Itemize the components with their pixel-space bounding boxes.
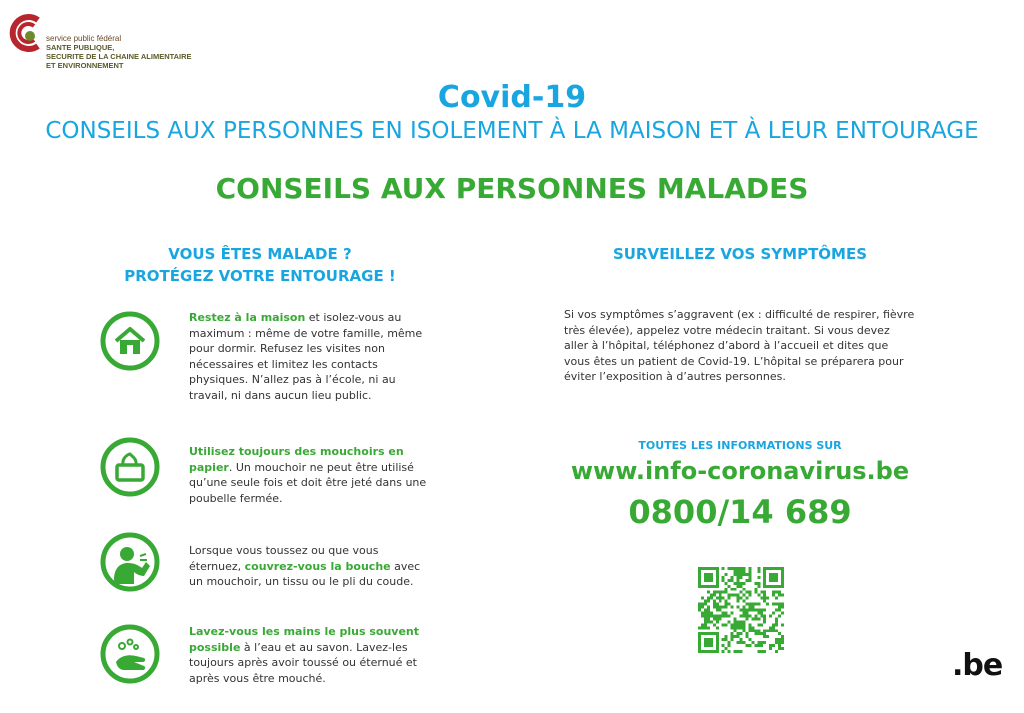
left-heading-line-2: PROTÉGEZ VOTRE ENTOURAGE ! <box>124 267 396 285</box>
advice-stay-home <box>189 310 429 403</box>
logo-line-2: SANTE PUBLIQUE, <box>46 43 115 52</box>
info-phone-number[interactable]: 0800/14 689 <box>628 493 852 531</box>
advice-cover-mouth-emph: couvrez-vous la bouche <box>244 559 391 573</box>
left-heading-line-1: VOUS ÊTES MALADE ? <box>168 245 352 263</box>
logo-line-4: ET ENVIRONNEMENT <box>46 61 124 70</box>
advice-wash-hands-text: à l’eau et au savon. Lavez-les toujours après avoir toussé ou éternué et après vous être mouché. <box>189 640 417 685</box>
symptoms-text: Si vos symptômes s’aggravent (ex : difficulté de respirer, fièvre très élevée), appelez votre médecin traitant. Si vous devez aller à l’hôpital, téléphonez d’abord à l’accueil et dites que vous êtes un patient de Covid-19. L’hôpital se préparera pour éviter l’exposition à d’autres personnes. <box>564 308 915 383</box>
logo-line-1: service public fédéral <box>46 34 122 43</box>
info-url-link[interactable]: www.info-coronavirus.be <box>570 457 910 485</box>
advice-wash-hands <box>189 624 429 686</box>
logo-line-3: SECURITE DE LA CHAINE ALIMENTAIRE <box>46 52 192 61</box>
hand-wash-icon <box>100 624 160 684</box>
left-heading <box>110 243 410 287</box>
info-label: TOUTES LES INFORMATIONS SUR <box>638 439 842 452</box>
sps-logo-text <box>46 34 192 70</box>
advice-cover-mouth-text: avec un mouchoir, un tissu ou le pli du coude. <box>189 559 421 588</box>
house-icon <box>100 311 160 371</box>
qr-code[interactable] <box>698 567 784 653</box>
page-title: Covid-19 <box>437 80 587 115</box>
advice-stay-home-text: et isolez-vous au maximum : même de votre famille, même pour dormir. Refusez les visites non nécessaires et limitez les contacts physiques. N’allez pas à l’école, ni au travail, ni dans aucun lieu public. <box>189 311 423 402</box>
advice-tissues <box>189 444 429 506</box>
sps-logo-mark <box>8 12 44 52</box>
page-subtitle: CONSEILS AUX PERSONNES EN ISOLEMENT À LA MAISON ET À LEUR ENTOURAGE <box>45 118 979 144</box>
symptoms-heading: SURVEILLEZ VOS SYMPTÔMES <box>612 245 868 263</box>
tissue-box-icon <box>100 437 160 497</box>
cough-person-icon <box>100 532 160 592</box>
be-logo: .be <box>952 648 1003 683</box>
main-heading: CONSEILS AUX PERSONNES MALADES <box>215 172 809 205</box>
advice-stay-home-emph: Restez à la maison <box>189 311 306 324</box>
advice-cover-mouth-pre: Lorsque vous toussez ou que vous éternuez, <box>189 544 379 573</box>
advice-tissues-text: . Un mouchoir ne peut être utilisé qu’une seule fois et doit être jeté dans une poubelle fermée. <box>189 460 427 505</box>
advice-cover-mouth <box>189 543 429 590</box>
advice-wash-hands-emph: Lavez-vous les mains le plus souvent possible <box>189 625 420 654</box>
advice-tissues-emph: Utilisez toujours des mouchoirs en papier <box>189 445 404 474</box>
